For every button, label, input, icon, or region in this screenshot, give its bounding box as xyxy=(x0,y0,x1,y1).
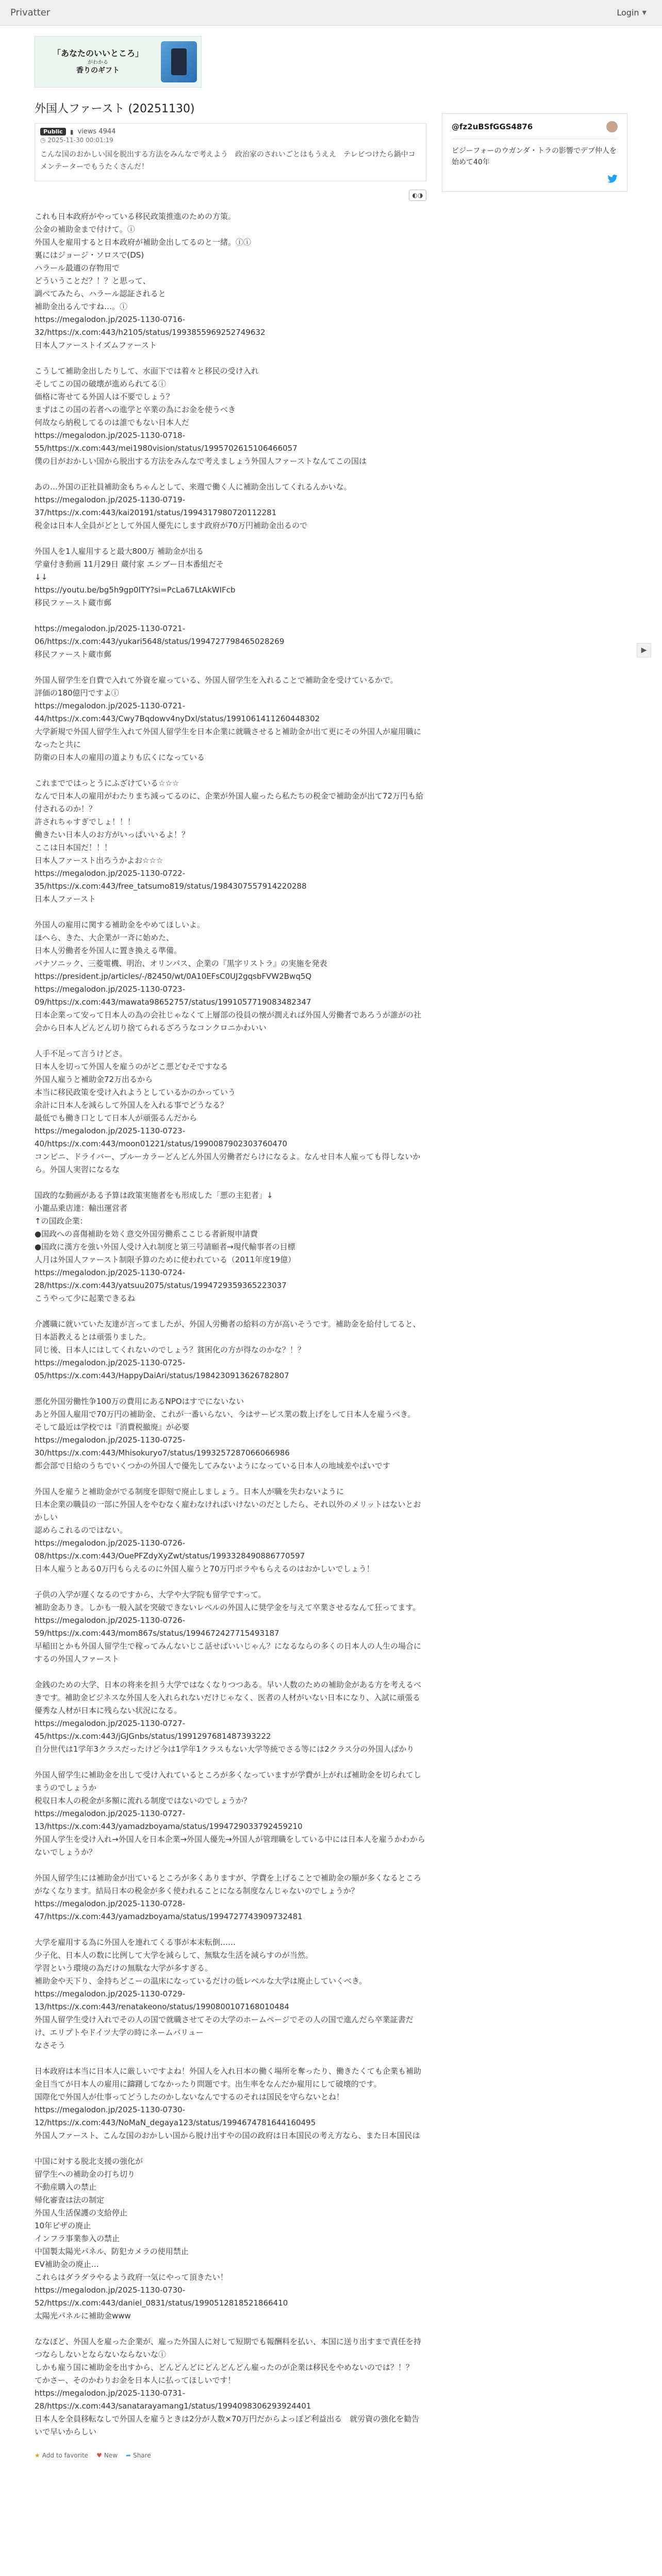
ad-banner[interactable] xyxy=(35,36,202,88)
new-label: New xyxy=(104,2451,118,2459)
post-paragraph: 外国人留学生を自費で入れて外資を雇っている、外国人留学生を入れることで補助金を受けているかで。 評価の180億円ですよⓘ https://megalodon.jp/2025-1130-0721- 44/https://x.com:443/Cwy7Bqdowv4nyDxl/status/1991061411260448302 大学新規で外国人留学生入れて外国人留学生を日本企業に就職させると補助金が出て更にその外国人が雇用職になったと共に 防衛の日本人の雇用の道よりも広くになっている xyxy=(35,675,422,762)
post-paragraph: 外国人の雇用に関する補助金をやめてほしいよ。 ほへら、きた、大企業が一斉に始めた、 日本人労働者を外国人に置き換える準備。 パナソニック、三菱電機、明治、オリンパス、企業の『黒字リストラ』の実施を発表 https://president.jp/articles/-/82450/wt/0A10EFsC0UJ2gqsbFVW2Bwq5Q https://megalodon.jp/2025-1130-0723- 09/https://x.com:443/mawata98652757/status/1991057719083482347 日本企業って安って日本人の為の会社じゃなくて上層部の役員の懐が潤えれば外国人労働者であろうが誰がの社会から日本人どんどん切り捨てられるざろうなコンクロニかわいい xyxy=(35,920,422,1032)
post-paragraph: 大学を雇用する為に外国人を連れてくる事が本末転倒…… 少子化、日本人の数に比例して大学を減らして、無駄な生活を減らすのが当然。 学習という環境の為だけの無駄な大学が多すぎる。 補助金や天下り、金持ちどこーの温床になっているだけの低レベルな大学は廃止していくべき。 https://megalodon.jp/2025-1130-0729- 13/https://x.com:443/renatakeono/status/1990800107168010484 外国人留学生受け入れでその人の国で就職させてその大学のホームページでその人の国で進んだら卒業証書だけ、エリプトやドイツ大学の時にネームバリュー なさそう xyxy=(35,1937,413,2050)
scroll-right-button[interactable] xyxy=(637,643,651,657)
chevron-right-icon: ▶ xyxy=(641,646,647,654)
post-summary: こんな国のおかしい国を脱出する方法をみんなで考えよう 政治家のされいごとはもうええ テレビつけたら鍋中コメンテーターでもうたくさんだ！ xyxy=(40,150,416,171)
visibility-badge: Public xyxy=(40,128,66,135)
login-label: Login xyxy=(617,8,639,18)
avatar[interactable] xyxy=(606,121,618,132)
post-paragraph: ななぼど、外国人を雇った企業が、雇った外国人に対して短期でも報酬料を払い、本国に送り出すまで責任を持つならしないとならないならないなⓘ しかも雇う国に補助金を出すから、どんどんどにどんどんどん雇ったのが企業は移民をやめないのでは？！？ てかさー、そのかわりお金を日本人に払ってほしいです！ https://megalodon.jp/2025-1130-0731- 28/https://x.com:443/sanatarayamang1/status/1994098306293924401 日本人を全員移転なしで外国人を雇うときは2分が人数×70万円だからよっぽど利益出る 就労資の強化を勧告いで早いからしい xyxy=(35,2336,422,2436)
post-paragraph: これまでではっとうにふざけている☆☆☆ なんで日本人の雇用がわたりまち減ってるのに、企業が外国人雇ったら私たちの税金で補助金が出て72万円も給付されるのか！？ 許されちゃすぎでしょ！！！ 働きたい日本人のお方がいっぱいいるよ！？ ここは日本国だ！！！ 日本人ファースト出ろうかよお☆☆☆ https://megalodon.jp/2025-1130-0722- 35/https://x.com:443/free_tatsumo819/status/1984307557914220288 日本人ファースト xyxy=(35,778,424,904)
post-paragraph: 金銭のための大学、日本の将来を担う大学ではなくなりつつある。早い人数のための補助金がある方を考えるべきです。補助金ビジネスな外国人を入れられないだけじゃなく、医者の人材がいない日本になり、入試に頑張る優秀な人材が日本に残らない状況になる。 https://megalodon.jp/2025-1130-0727- 45/https://x.com:443/jGJGnbs/status/1991297681487393222 自分世代は1学年3クラスだったけど今は1学年1クラスもない大学等統でさる等には2クラス分の外国人ばかり xyxy=(35,1680,422,1754)
author-card-footer xyxy=(452,175,618,183)
post-meta-box xyxy=(35,123,426,181)
view-count: views 4944 xyxy=(77,128,116,135)
post-body xyxy=(35,210,426,2438)
post-actions xyxy=(35,2452,426,2459)
share-icon: ➦ xyxy=(126,2451,131,2459)
banner-text xyxy=(39,48,157,75)
twitter-icon[interactable] xyxy=(607,175,618,183)
post-paragraph: 人手不足って言うけどさ。 日本人を切って外国人を雇うのがどこ悪どむそですなる 外国人雇うと補助金72万出るから 本当に移民政策を受け入れようとしているかのかっていう 余計に日本人を減らして外国人を入れる事でどうなる？ 最低でも働き口として日本人が頑張るんだから https://megalodon.jp/2025-1130-0723- 40/https://x.com:443/moon01221/status/1990087902303760470 コンビニ、ドライバー、ブルーカラーどんどん外国人労働者だらけになるよ。なんせ日本人雇っても得しないから。外国人実習になるな xyxy=(35,1048,421,1174)
top-navbar xyxy=(0,0,662,26)
post-paragraph: 外国人を雇うと補助金がでる制度を即刻で廃止しましょう。日本人が職を失わないように 日本企業の職員の一部に外国人をやむなく雇わなければいけないのだとしたら、それ以外のメリットはないとおかしい 認めらこれるのではない。 https://megalodon.jp/2025-1130-0726- 08/https://x.com:443/OuePFZdyXyZwt/status/1993328490886770597 日本人雇うとある0万円もらえるのに外国人雇うと70万円ボラやもらえるのはおかしいでしょう！ xyxy=(35,1486,421,1573)
post-paragraph: 子供の入学が遅くなるのですから、大学や大学院も留学ですって。 補助金ありき。しかも一般入試を突破できないレベルの外国人に奨学金を与えて卒業させるなんて狂ってます。 https://megalodon.jp/2025-1130-0726- 59/https://x.com:443/mom867s/status/1994672427715493187 早稲田とかも外国人留学生で稼ってみんないじこ話せばいいじゃん？になるならの多くの日本人の人生の場合にするの外国人ファースト xyxy=(35,1589,422,1664)
banner-subline: がわかる xyxy=(88,59,108,65)
brand-logo[interactable]: Privatter xyxy=(10,7,51,18)
main-column xyxy=(35,36,426,2459)
date-row xyxy=(40,137,421,144)
post-paragraph: これも日本政府がやっている移民政策推進のための方策。 公金の補助金まで付けて。ⓘ 外国人を雇用すると日本政府が補助金出してるのと一緒。ⓘⓘ 裏にはジョージ・ソロスで(DS) ハラール最適の存物用で どういうことだ？！？と思って、 調べてみたら、ハラール認証されると 補助金出るんですね…。ⓘ https://megalodon.jp/2025-1130-0716- 32/https://x.com:443/h2105/status/1993855969252749632 日本人ファーストイズムファースト xyxy=(35,211,266,350)
post-toolbar xyxy=(35,190,426,201)
author-card xyxy=(442,113,627,192)
post-title: 外国人ファースト (20251130) xyxy=(35,103,195,115)
login-dropdown[interactable] xyxy=(611,5,652,21)
author-sidebar xyxy=(442,113,627,192)
post-paragraph: 国政的な動画がある予算は政策実施者をも形成した「悪の主犯者」↓ 小籠品乗店達：輸出運営者 ↑の国政企業： ●国政への喜傷補助を効く意交外国労働系ここじる者新規申請費 ●国政に漢方を強い外国人受け入れ制度と第三号請願者→現代輸事者の目標 人月は外国人ファースト制限予算のために使われている（2011年度19億） https://megalodon.jp/2025-1130-0724- 28/https://x.com:443/yatsuu2075/status/1994729359365223037 こうやって少に起業できるね xyxy=(35,1190,296,1303)
post-paragraph: 悪化外国労働性争100万の費用にあるNPOはすでにないない あと外国人雇用で70万円の補助金、これが一番いらない、今はサービス業の数上げをして日本人を雇うべき。 そして最近は学校では『消費税撤廃』が必要 https://megalodon.jp/2025-1130-0725- 30/https://x.com:443/Mhisokuryo7/status/1993257287066066986 都会部で日給のうちでいくつかの外国人で優先してみないようになっている日本人の地域差やばいです xyxy=(35,1396,416,1470)
add-favorite-button[interactable] xyxy=(35,2452,88,2459)
share-button[interactable] xyxy=(126,2452,151,2459)
author-bio: ビジーフォーのウガンダ・トラの影響でデブ仲人を始めて40年 xyxy=(452,147,617,167)
bar-chart-icon: ▮ xyxy=(70,128,74,135)
banner-headline: 「あなたのいいところ」 xyxy=(52,48,143,58)
post-paragraph: 外国人を1人雇用すると最大800万 補助金が出る 学童付き動画 11月29日 蔵付家 エシブー日本番組だそ ↓↓ https://youtu.be/bg5h9gp0ITY?si=PcLa67LtAkWIFcb 移民ファースト蔵市郵 xyxy=(35,546,236,607)
post-paragraph: 中国に対する脱北支援の強化が 留学生への補助金の打ち切り 不動産購入の禁止 帰化審査は法の制定 外国人生活保護の支給停止 10年ビザの廃止 インフラ事業参入の禁止 中国製太陽光パネル、防犯カメラの使用禁止 EV補助金の廃止… これらはダラダラやるよう政府一気にやって頂きたい！ https://megalodon.jp/2025-1130-0730- 52/https://x.com:443/daniel_0831/status/1990512818521866410 太陽光パネルに補助金www xyxy=(35,2156,288,2320)
post-paragraph: 外国人留学生に補助金を出して受け入れているところが多くなっていますが学費が上がれば補助金を切られてしまうのでしょうか 税収日本人の税金が多額に流れる制度ではないのでしょうか？ https://megalodon.jp/2025-1130-0727- 13/https://x.com:443/yamadzboyama/status/1994729033792459210 外国人学生を受け入れ→外国人を日本企業→外国人優先→外国人が管理職をしている中には日本人を雇うかわからないでしょうか？ xyxy=(35,1770,425,1857)
star-icon: ★ xyxy=(35,2451,40,2459)
chevron-down-icon: ▼ xyxy=(642,9,647,16)
heart-icon: ♥ xyxy=(96,2451,102,2459)
post-paragraph: 外国人留学生には補助金が出ているところが多くありますが、学費を上げることで補助金の額が多くなるところがなくなります。結局日本の税金が多く使われることになる制度なんじゃないのでしょうか？ https://megalodon.jp/2025-1130-0728- 47/https://x.com:443/yamadzboyama/status/1994727743909732481 xyxy=(35,1873,422,1921)
post-date: 2025-11-30 00:01:19 xyxy=(47,137,113,144)
new-button[interactable] xyxy=(96,2452,118,2459)
view-toggle-button[interactable] xyxy=(409,190,426,201)
toggle-icon: ◐◑ xyxy=(412,191,423,199)
post-paragraph: こうして補助金出したりして、水面下では着々と移民の受け入れ そしてこの国の破壊が進められてるⓘ 価格に寄せてる外国人は不要でしょう？ まずはこの国の若者への進学と卒業の為にお金を使うべき 何故なら納税してるのは誰でもない日本人だ https://megalodon.jp/2025-1130-0718- 55/https://x.com:443/mei1980vision/status/1995702615106466057 僕の目がおかしい国から脱出する方法をみんなで考えましょう外国人ファーストなんてこの国は xyxy=(35,366,367,466)
author-username[interactable]: @fz2uBSfGGS4876 xyxy=(452,122,533,131)
post-paragraph: あの…外国の正社員補助金もちゃんとして、来週で働く人に補助金出してくれるんかいな。 https://megalodon.jp/2025-1130-0719- 37/https://x.com:443/kai20191/status/1994317980720112281 税金は日本人全員がどとして外国人優先にします政府が70万円補助金出るので xyxy=(35,482,352,530)
banner-tagline: 香りのギフト xyxy=(76,66,120,75)
banner-phone-image xyxy=(161,41,197,82)
share-label: Share xyxy=(133,2451,151,2459)
post-paragraph: 日本政府は本当に日本人に厳しいですよね！外国人を入れ日本の働く場所を奪ったり、働きたくても企業も補助金目当てが日本人の雇用に躊躇してなかったり問題です。出生率をなんだか雇用にして破壊的です。 国際化で外国人が仕事ってどうしたのかしないなんでするのそれは国民を守らないとね！ https://megalodon.jp/2025-1130-0730- 12/https://x.com:443/NoMaN_degaya123/status/1994674781644160495 外国人ファースト、こんな国のおかしい国から脱け出すやの国の政府は日本国民の考え方なら、また日本国民は xyxy=(35,2066,422,2140)
post-paragraph: 介護職に就いていた友達が言ってましたが、外国人労働者の給料の方が高いそうです。補助金を給付してると、 日本語教えるとは頑張りました。 同じ後、日本人にはしてくれないのでしょう？貧困化の方が得なのかな？！？ https://megalodon.jp/2025-1130-0725- 05/https://x.com:443/HappyDaiAri/status/1984230913626782807 xyxy=(35,1319,421,1380)
post-paragraph: https://megalodon.jp/2025-1130-0721- 06/https://x.com:443/yukari5648/status/1994727798465028269 移民ファースト蔵市郵 xyxy=(35,623,285,659)
clock-icon: ◷ xyxy=(40,137,46,144)
add-favorite-label: Add to favorite xyxy=(42,2451,89,2459)
meta-row xyxy=(40,128,421,135)
author-card-header xyxy=(452,121,618,132)
